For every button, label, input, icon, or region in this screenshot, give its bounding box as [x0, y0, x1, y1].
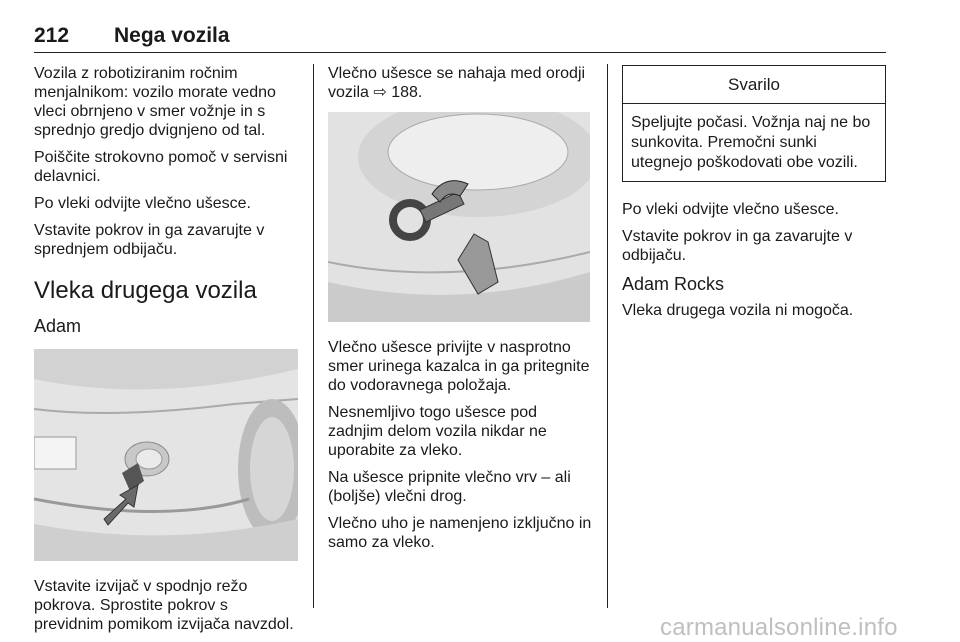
paragraph: Vstavite pokrov in ga zavarujte v odbijaču. [622, 228, 853, 264]
paragraph: Na ušesce pripnite vlečno vrv – ali (boljše) vlečni drog. [328, 469, 571, 505]
towing-eye-illustration [328, 112, 590, 322]
column-2 [328, 64, 594, 560]
subsection-heading: Adam Rocks [622, 274, 725, 294]
page-title: Nega vozila [114, 24, 230, 47]
warning-title: Svarilo [623, 66, 885, 104]
paragraph: Poiščite strokovno pomoč v servisni delavnici. [34, 149, 288, 185]
watermark: carmanualsonline.info [660, 614, 898, 641]
column-divider-2 [607, 64, 608, 608]
paragraph-text: Vlečno ušesce se nahaja med orodji vozila [328, 65, 586, 101]
column-divider-1 [313, 64, 314, 608]
paragraph: Vstavite pokrov in ga zavarujte v sprednjem odbijaču. [34, 222, 265, 258]
paragraph: Vleka drugega vozila ni mogoča. [622, 302, 854, 319]
page-number: 212 [34, 24, 70, 47]
figure-caption: Vstavite izvijač v spodnjo režo pokrova. Sprostite pokrov s previdnim pomikom izvijača navzdol. [34, 578, 294, 633]
paragraph: Vozila z robotiziranim ročnim menjalnikom: vozilo morate vedno vleci obrnjeno v smer vožnje in s sprednjo gredjo dvignjeno od tal. [34, 65, 276, 139]
paragraph: Vlečno uho je namenjeno izključno in samo za vleko. [328, 515, 592, 551]
subsection-heading: Adam [34, 316, 82, 336]
paragraph: Nesnemljivo togo ušesce pod zadnjim delom vozila nikdar ne uporabite za vleko. [328, 404, 547, 459]
warning-text: Speljujte počasi. Vožnja naj ne bo sunkovita. Premočni sunki utegnejo poškodovati obe vozili. [631, 114, 871, 171]
page-reference: 188. [391, 84, 423, 101]
paragraph: Vlečno ušesce privijte v nasprotno smer urinega kazalca in ga pritegnite do vodoravnega položaja. [328, 339, 590, 394]
paragraph: Po vleki odvijte vlečno ušesce. [34, 195, 251, 212]
page-header [34, 24, 886, 53]
warning-box [622, 65, 886, 182]
bumper-cover-illustration [34, 349, 298, 561]
column-3 [622, 64, 886, 328]
section-heading: Vleka drugega vozila [34, 277, 257, 304]
page-reference-icon: ⇨ [373, 84, 387, 101]
column-1 [34, 64, 300, 642]
paragraph: Po vleki odvijte vlečno ušesce. [622, 201, 839, 218]
paragraph [328, 64, 594, 102]
